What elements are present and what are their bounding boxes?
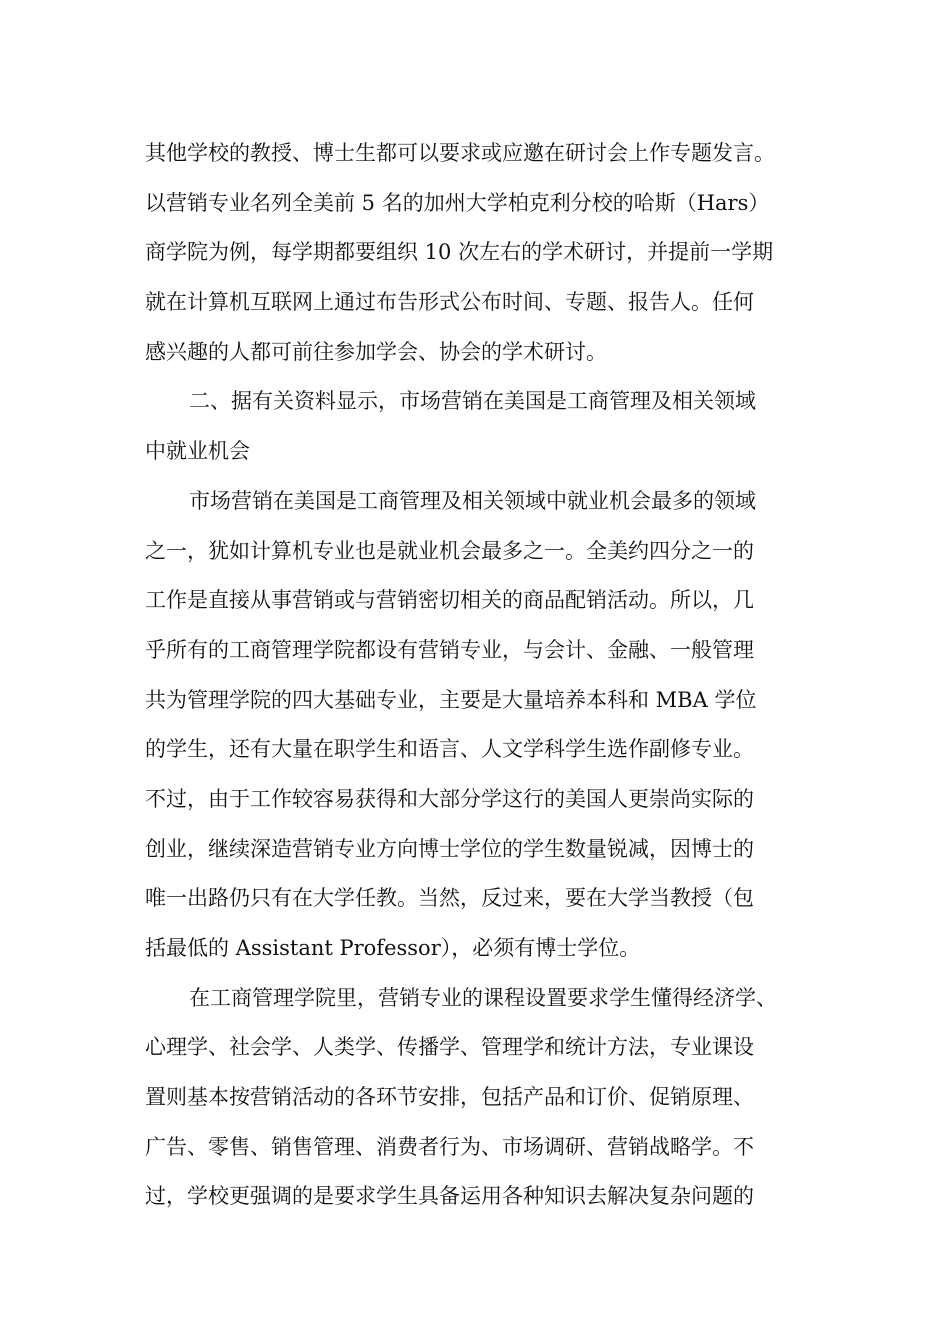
- paragraph-4-line-3: 置则基本按营销活动的各环节安排，包括产品和订价、促销原理、: [145, 1085, 754, 1110]
- paragraph-3-line-9: 唯一出路仍只有在大学任教。当然，反过来，要在大学当教授（包: [145, 886, 754, 911]
- paragraph-3-line-2: 之一，犹如计算机专业也是就业机会最多之一。全美约四分之一的: [145, 538, 754, 563]
- paragraph-4-line-4: 广告、零售、销售管理、消费者行为、市场调研、营销战略学。不: [145, 1134, 754, 1159]
- paragraph-4-line-5: 过，学校更强调的是要求学生具备运用各种知识去解决复杂问题的: [145, 1184, 754, 1209]
- paragraph-3-line-3: 工作是直接从事营销或与营销密切相关的商品配销活动。所以，几: [145, 588, 754, 613]
- paragraph-3-line-4: 乎所有的工商管理学院都设有营销专业，与会计、金融、一般管理: [145, 637, 754, 662]
- paragraph-3-line-1: 市场营销在美国是工商管理及相关领域中就业机会最多的领域: [189, 488, 756, 513]
- paragraph-1-line-2: 以营销专业名列全美前 5 名的加州大学柏克利分校的哈斯（Hars）: [145, 190, 770, 215]
- paragraph-3-line-10: 括最低的 Assistant Professor），必须有博士学位。: [145, 936, 641, 960]
- paragraph-1-line-1: 其他学校的教授、博士生都可以要求或应邀在研讨会上作专题发言。: [145, 141, 775, 165]
- document-body: [145, 129, 825, 1222]
- paragraph-3-line-5: 共为管理学院的四大基础专业，主要是大量培养本科和 MBA 学位: [145, 687, 757, 712]
- paragraph-4-line-1: 在工商管理学院里，营销专业的课程设置要求学生懂得经济学、: [189, 985, 777, 1010]
- paragraph-3-line-7: 不过，由于工作较容易获得和大部分学这行的美国人更崇尚实际的: [145, 786, 754, 811]
- paragraph-2-line-1: 二、据有关资料显示，市场营销在美国是工商管理及相关领域: [189, 389, 756, 414]
- paragraph-1-line-4: 就在计算机互联网上通过布告形式公布时间、专题、报告人。任何: [145, 290, 754, 315]
- paragraph-3-line-6: 的学生，还有大量在职学生和语言、人文学科学生选作副修专业。: [145, 737, 754, 762]
- paragraph-1-line-5: 感兴趣的人都可前往参加学会、协会的学术研讨。: [145, 339, 607, 364]
- paragraph-1-line-3: 商学院为例，每学期都要组织 10 次左右的学术研讨，并提前一学期: [145, 240, 774, 265]
- paragraph-3-line-8: 创业，继续深造营销专业方向博士学位的学生数量锐减，因博士的: [145, 836, 754, 861]
- paragraph-4-line-2: 心理学、社会学、人类学、传播学、管理学和统计方法，专业课设: [145, 1035, 754, 1060]
- paragraph-2-line-2: 中就业机会: [145, 439, 250, 464]
